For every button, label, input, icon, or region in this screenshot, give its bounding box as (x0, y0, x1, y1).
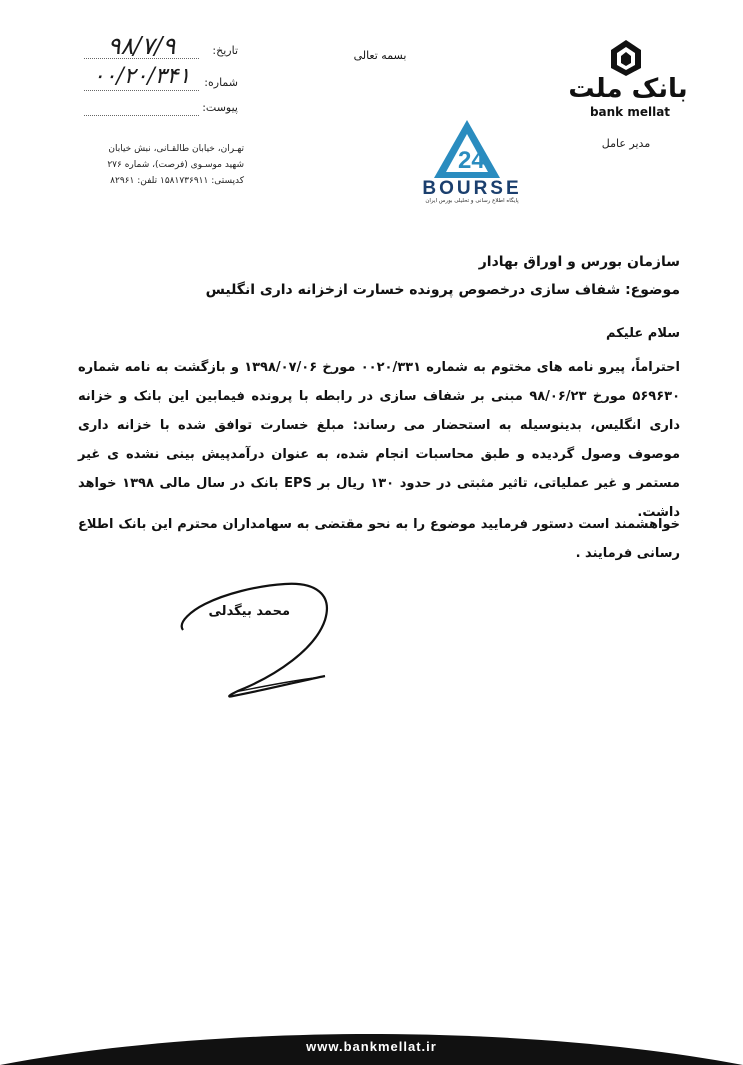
bank-name-en: bank mellat (589, 105, 671, 119)
signatory-name: محمد بیگدلی (208, 604, 290, 619)
number-label: شماره: (204, 76, 238, 89)
bank-name-fa: بانک ملت (568, 74, 688, 104)
subject: موضوع: شفاف سازی درخصوص پرونده خسارت ازخزانه داری انگلیس (205, 282, 680, 298)
address-line: کدپستی: ۱۵۸۱۷۳۶۹۱۱ تلفن: ۸۲۹۶۱ (110, 176, 244, 186)
address-block (84, 141, 244, 189)
managing-director-label: مدیر عامل (601, 137, 651, 150)
bourse-tagline: پایگاه اطلاع رسانی و تحلیلی بورس ایران (425, 198, 519, 204)
website-link[interactable]: www.bankmellat.ir (306, 1039, 437, 1054)
address-line: شهید موسـوی (فرصت)، شماره ۲۷۶ (107, 160, 244, 170)
svg-text:24: 24 (458, 147, 485, 174)
recipient: سازمان بورس و اوراق بهادار (478, 254, 680, 270)
attachment-line (84, 114, 199, 116)
basmala: بسمه تعالی (353, 49, 407, 62)
bourse-logo-icon (432, 118, 502, 180)
attachment-label: پیوست: (202, 101, 238, 114)
bourse-logo-text: BOURSE (422, 178, 522, 199)
address-line: تهـران، خیابان طالقـانی، نبش خیابان (108, 144, 244, 154)
signature-scribble (175, 580, 335, 705)
paragraph-request: خواهشمند است دستور فرمایید موضوع را به نحو مقتضی به سهامداران محترم این بانک اطلاع رسانی فرمایند . (78, 517, 680, 561)
paragraph-main: احتراماً، پیرو نامه های مختوم به شماره ۰۰۲۰/۳۳۱ مورخ ۱۳۹۸/۰۷/۰۶ و بازگشت به نامه شماره ۵۶۹۶۳۰ مورخ ۹۸/۰۶/۲۳ مبنی بر شفاف سازی در رابطه با پرونده فیمابین این بانک و خزانه داری انگلیس، بدینوسیله به استحضار می رساند: مبلغ خسارت توافق شده با خزانه داری موصوف وصول گردیده و طبق محاسبات انجام شده، به عنوان درآمدپیش بینی نشده ی غیر مستمر و غیر عملیاتی، تاثیر مثبتی در حدود ۱۳۰ ریال بر EPS بانک در سال مالی ۱۳۹۸ خواهد داشت. (78, 360, 680, 520)
date-label: تاریخ: (212, 44, 238, 57)
date-value: ۹۸/۷/۹ (84, 32, 199, 59)
greeting: سلام علیکم (606, 326, 680, 341)
bank-mellat-emblem-icon (608, 38, 644, 78)
number-value: ۰۰/۲۰/۳۴۱ (84, 64, 199, 91)
footer (0, 1030, 743, 1065)
